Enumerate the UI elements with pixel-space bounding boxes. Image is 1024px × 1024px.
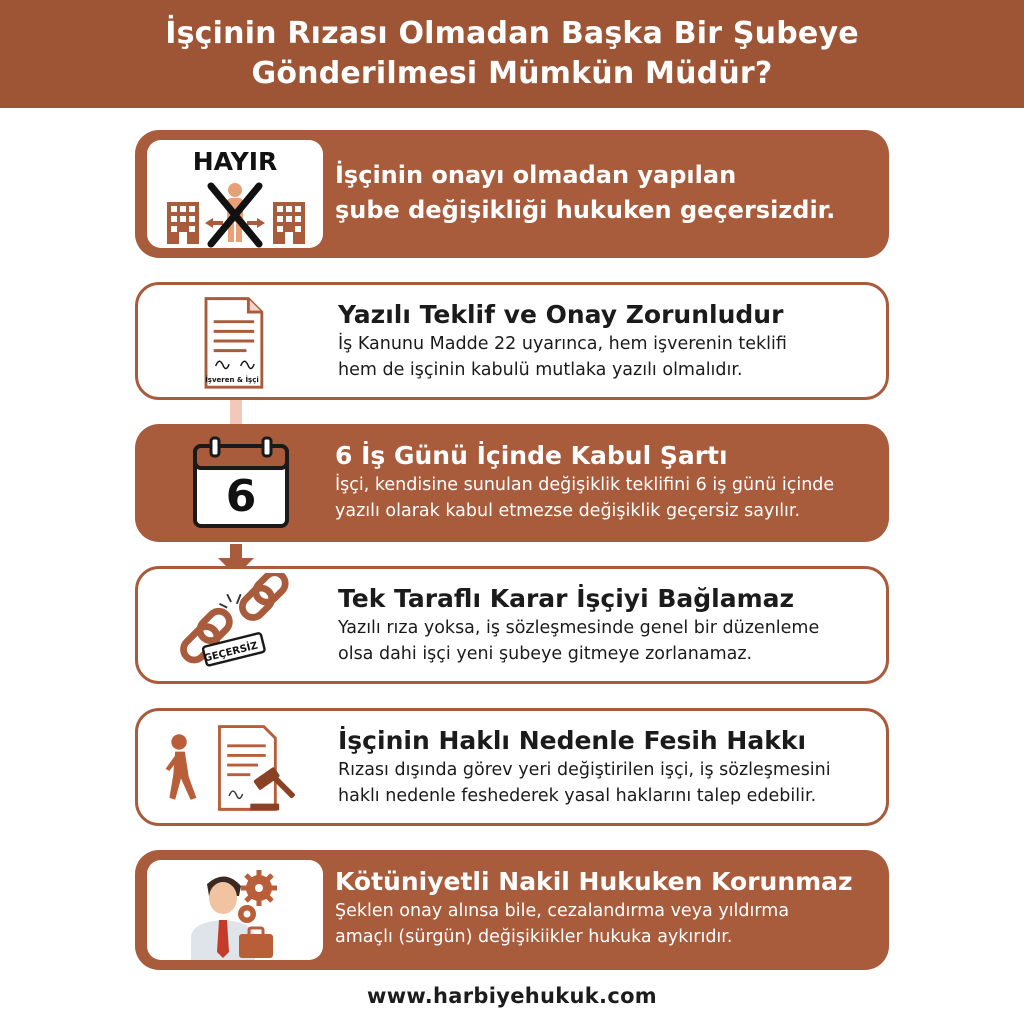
card-body-line-1: İşçi, kendisine sunulan değişiklik teklifini 6 iş günü içinde <box>335 475 835 495</box>
calendar-icon <box>147 434 323 532</box>
hero-line-2: şube değişikliği hukuken geçersizdir. <box>335 196 836 224</box>
card-unilateral <box>135 566 889 684</box>
walking-person-document-gavel-icon <box>144 715 320 819</box>
buildings-transfer-icon <box>147 140 323 248</box>
card-body-line-2: olsa dahi işçi yeni şubeye gitmeye zorlanamaz. <box>338 644 753 664</box>
businessman-gears-icon <box>147 860 323 960</box>
card-body-line-2: hem de işçinin kabulü mutlaka yazılı olmalıdır. <box>338 360 743 380</box>
calendar-number: 6 <box>225 471 257 522</box>
card-title: Kötüniyetli Nakil Hukuken Korunmaz <box>335 867 853 896</box>
website-url[interactable]: www.harbiyehukuk.com <box>367 984 657 1008</box>
card-title: İşçinin Haklı Nedenle Fesih Hakkı <box>338 726 807 755</box>
card-bad-faith <box>135 850 889 970</box>
card-body-line-2: haklı nedenle feshederek yasal haklarını talep edebilir. <box>338 786 817 806</box>
page-title-line-1: İşçinin Rızası Olmadan Başka Bir Şubeye <box>165 16 859 51</box>
card-body-line-1: Şeklen onay alınsa bile, cezalandırma veya yıldırma <box>335 901 790 921</box>
hayir-badge-text: HAYIR <box>192 147 278 176</box>
document-caption: İşveren & İşçi <box>205 376 259 384</box>
signed-document-icon <box>144 289 320 393</box>
card-body-line-2: yazılı olarak kabul etmezse değişiklik geçersiz sayılır. <box>335 501 801 521</box>
hero-line-1: İşçinin onayı olmadan yapılan <box>335 161 737 189</box>
card-termination-right <box>135 708 889 826</box>
card-body-line-1: İş Kanunu Madde 22 uyarınca, hem işverenin teklifi <box>338 334 787 354</box>
header-banner <box>0 0 1024 108</box>
card-title: 6 İş Günü İçinde Kabul Şartı <box>335 441 728 470</box>
card-six-days <box>135 424 889 542</box>
card-written-offer <box>135 282 889 400</box>
invalid-stamp: GEÇERSİZ <box>202 640 260 665</box>
card-title: Yazılı Teklif ve Onay Zorunludur <box>338 300 784 329</box>
card-body-line-1: Yazılı rıza yoksa, iş sözleşmesinde genel bir düzenleme <box>338 618 820 638</box>
hero-card <box>135 130 889 258</box>
page-title-line-2: Gönderilmesi Mümkün Müdür? <box>251 56 773 91</box>
card-body-line-2: amaçlı (sürgün) değişikiikler hukuka aykırıdır. <box>335 927 733 947</box>
broken-chain-icon <box>144 573 320 677</box>
card-body-line-1: Rızası dışında görev yeri değiştirilen işçi, iş sözleşmesini <box>338 760 831 780</box>
card-title: Tek Taraflı Karar İşçiyi Bağlamaz <box>338 584 795 613</box>
